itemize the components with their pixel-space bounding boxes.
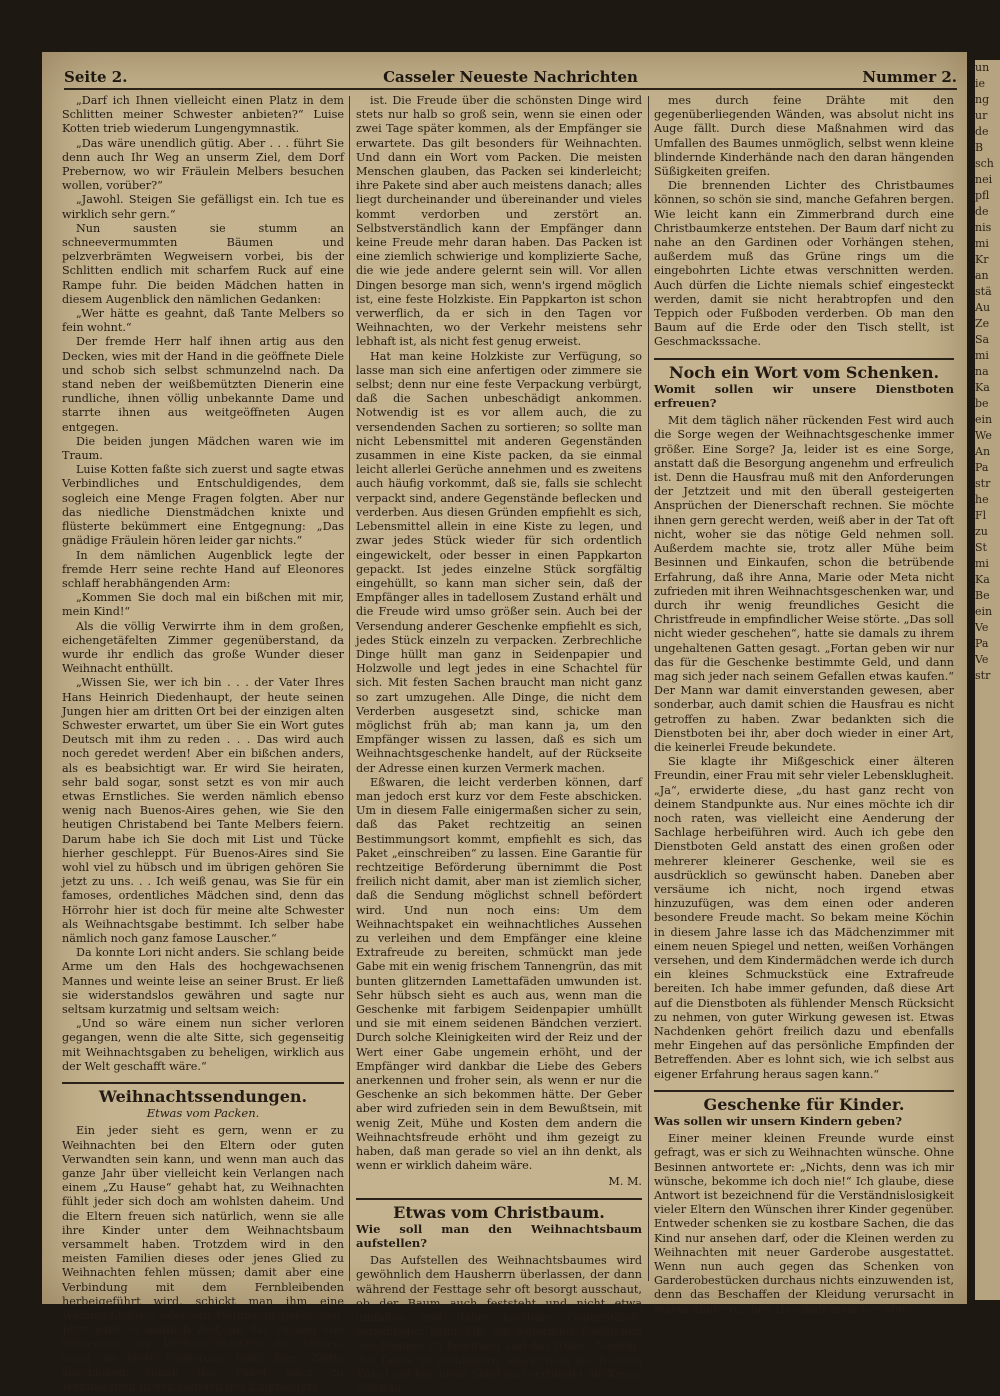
column-1 [62, 94, 344, 1394]
paragraph: „Jawohl. Steigen Sie gefälligst ein. Ich tue es wirklich sehr gern.“ [62, 193, 344, 221]
article-title: Weihnachtssendungen. [62, 1082, 344, 1104]
adjacent-page-fragment: Ka [975, 573, 990, 586]
adjacent-page-fragment: Fl [975, 509, 987, 522]
adjacent-page-fragment: ur [975, 109, 988, 122]
adjacent-page-fragment: St [975, 541, 987, 554]
article-subtitle: Was sollen wir unsern Kindern geben? [654, 1114, 902, 1129]
adjacent-page-fragment: mi [975, 557, 989, 570]
adjacent-page-fragment: pfl [975, 189, 990, 202]
adjacent-page-fragment: Ze [975, 317, 990, 330]
paragraph: mes durch feine Drähte mit den gegenüberliegenden Wänden, was absolut nicht ins Auge fällt. Durch diese Maßnahmen wird das Umfallen des Baumes unmöglich, selbst wenn kleine blindernde Kinderhände nach den daran hängenden Süßigkeiten greifen. [654, 94, 954, 179]
adjacent-page-fragment: na [975, 365, 989, 378]
adjacent-page-fragment: de [975, 205, 989, 218]
adjacent-page-fragment: ie [975, 77, 986, 90]
paragraph: Hat man keine Holzkiste zur Verfügung, so lasse man sich eine anfertigen oder zimmere sie selbst; denn nur eine feste Verpackung verbürgt, daß die Sachen unbeschädigt ankommen. Notwendig ist es vor allem auch, die zu versendenden Sachen zu sortieren; so sollte man nicht Lebensmittel mit anderen Gegenständen zusammen in eine Kiste packen, da sie einmal leicht allerlei Gerüche annehmen und es zweitens auch häufig vorkommt, daß sie, falls sie schlecht verpackt sind, andere Gegenstände beflecken und verderben. Aus diesen Gründen empfiehlt es sich, Lebensmittel allein in eine Kiste zu legen, und zwar jedes Stück wieder für sich ordentlich eingewickelt, oder besser in einen Pappkarton gepackt. Ist jedes einzelne Stück sorgfältig eingehüllt, so kann man sicher sein, daß der Empfänger alles in tadellosem Zustand erhält und die Freude wird umso größer sein. Auch bei der Versendung anderer Geschenke empfiehlt es sich, jedes Stück einzeln zu verpacken. Zerbrechliche Dinge hüllt man ganz in Seidenpapier und Holzwolle und legt jedes in eine Schachtel für sich. Mit festen Sachen braucht man nicht ganz so zart umzugehen. Alle Dinge, die nicht dem Verderben ausgesetzt sind, schicke man möglichst früh ab; man kann ja, um den Empfänger wissen zu lassen, daß es sich um Weihnachtsgeschenke handelt, auf der Rückseite der Adresse einen kurzen Vermerk machen. [356, 349, 642, 775]
article-title: Etwas vom Christbaum. [356, 1198, 642, 1220]
newspaper-title: Casseler Neueste Nachrichten [383, 68, 638, 86]
paragraph: Mit dem täglich näher rückenden Fest wird auch die Sorge wegen der Weihnachtsgeschenke immer größer. Eine Sorge? Ja, leider ist es eine Sorge, anstatt daß die Besorgung angenehm und erfreulich ist. Denn die Hausfrau muß mit den Anforderungen der Jetztzeit und mit den überall gesteigerten Ansprüchen der Dienerschaft rechnen. Sie möchte ihnen gern gerecht werden, weiß aber in der Tat oft nicht, woher sie das nötige Geld nehmen soll. Außerdem machte sie, trotz aller Mühe beim Besinnen und Einkaufen, schon die betrübende Erfahrung, daß ihre Anna, Marie oder Meta nicht zufrieden mit ihren Weihnachtsgeschenken war, und durch ihr wenig freundliches Gesicht die Christfreude in empfindlicher Weise störte. „Das soll nicht wieder geschehen“, hatte sie damals zu ihrem ungehaltenen Gatten gesagt. „Fortan geben wir nur das für die Geschenke bestimmte Geld, und dann mag sich jeder nach seinem Gefallen etwas kaufen.“ Der Mann war damit einverstanden gewesen, aber sonderbar, auch damit schien die Hausfrau es nicht getroffen zu haben. Zwar bedankten sich die Dienstboten bei ihr, aber doch wieder in einer Art, die keinerlei Freude bekundete. [654, 414, 954, 754]
paragraph: „Wissen Sie, wer ich bin . . . der Vater Ihres Hans Heinrich Diedenhaupt, der heute seinen Jungen hier am dritten Ort bei der einzigen alten Schwester erwartet, um über Sie ein Wort gutes Deutsch mit ihm zu reden . . . Das wird auch noch geredet werden! Aber ein bißchen anders, als es beabsichtigt war. Er wird Sie heiraten, sehr bald sogar, sonst setzt es von mir auch etwas Ernstliches. Sie werden nämlich ebenso wenig nach Buenos-Aires gehen, wie Sie den heutigen Christabend bei Tante Melbers feiern. Darum habe ich Sie doch mit List und Tücke hierher geschleppt. Für Buenos-Aires sind Sie wohl viel zu hübsch und im übrigen gehören Sie jetzt zu uns. . . Ich weiß genau, was Sie für ein famoses, ordentliches Mädchen sind, denn das Hörrohr hier ist doch für meine alte Schwester als Weihnachtsgabe bestimmt. Ich selber habe nämlich noch ganz famose Lauscher.“ [62, 676, 344, 945]
adjacent-page-fragment: str [975, 477, 991, 490]
adjacent-page-fragment: an [975, 269, 989, 282]
article-title: Noch ein Wort vom Schenken. [654, 358, 954, 380]
paragraph: Einer meiner kleinen Freunde wurde einst gefragt, was er sich zu Weihnachten wünsche. Ohne Besinnen antwortete er: „Nichts, denn was ich mir wünsche, bekomme ich doch nie!“ Ich glaube, diese Antwort ist bezeichnend für die Verständnislosigkeit vieler Eltern den Wünschen ihrer Kinder gegenüber. Entweder schenken sie zu kostbare Sachen, die das Kind nur ansehen darf, oder die Kleinen werden zu Weihnachten mit neuer Garderobe ausgestattet. Wenn nun auch gegen das Schenken von Garderobestücken durchaus nichts einzuwenden ist, denn das Beschaffen der Kleidung verursacht in einem kinderreichen Haushalt mancher Mut- [654, 1132, 954, 1316]
paragraph: Da konnte Lori nicht anders. Sie schlang beide Arme um den Hals des hochgewachsenen Mannes und weinte leise an seiner Brust. Er ließ sie widerstandslos gewähren und sagte nur seltsam kurzatmig und seltsam weich: [62, 946, 344, 1016]
adjacent-page-fragment: nis [975, 221, 992, 234]
column-rule [648, 96, 649, 1281]
adjacent-page-fragment: be [975, 397, 989, 410]
adjacent-page-fragment: ng [975, 93, 990, 106]
adjacent-page-fragment: Ve [975, 621, 989, 634]
adjacent-page-fragment: ein [975, 605, 993, 618]
paragraph: Nun sausten sie stumm an schneevermummten Bäumen und pelzverbrämten Wegweisern vorbei, bis der Schlitten endlich mit scharfem Ruck auf eine Rampe fuhr. Die beiden Mädchen hatten in diesem Augenblick den nämlichen Gedanken: [62, 221, 344, 306]
adjacent-page-fragment: Sa [975, 333, 990, 346]
adjacent-page-fragment: Be [975, 589, 990, 602]
adjacent-page-fragment: nei [975, 173, 993, 186]
adjacent-page-fragment: Ve [975, 653, 989, 666]
adjacent-page-fragment: stä [975, 285, 992, 298]
adjacent-page-fragment: zu [975, 525, 988, 538]
paragraph: „Und so wäre einem nun sicher verloren gegangen, wenn die alte Sitte, sich gegenseitig mit Weihnachtsgaben zu beheligen, wirklich aus der Welt geschafft wäre.“ [62, 1017, 344, 1073]
adjacent-page-fragment: Pa [975, 637, 989, 650]
paragraph: Eßwaren, die leicht verderben können, darf man jedoch erst kurz vor dem Feste abschicken. Um in diesem Falle einigermaßen sicher zu sein, daß das Paket rechtzeitig an seinen Bestimmungsort kommt, empfiehlt es sich, das Paket „einschreiben“ zu lassen. Eine Garantie für rechtzeitige Beförderung übernimmt die Post freilich nicht damit, aber man ist ziemlich sicher, daß die Sendung möglichst schnell befördert wird. Und nun noch eins: Um dem Weihnachtspaket ein weihnachtliches Aussehen zu verleihen und dem Empfänger eine kleine Extrafreude zu bereiten, schmückt man jede Gabe mit ein wenig frischem Tannengrün, das mit bunten glitzernden Lamettafäden umwunden ist. Sehr hübsch sieht es auch aus, wenn man die Geschenke mit farbigem Seidenpapier umhüllt und sie mit einem seidenen Bändchen verziert. Durch solche Kleinigkeiten wird der Reiz und der Wert einer Gabe ungemein erhöht, und der Empfänger wird dankbar die Liebe des Gebers anerkennen und froher sein, als wenn er nur die Geschenke an sich bekommen hätte. Der Geber aber wird zufrieden sein in dem Bewußtsein, mit wenig Zeit, Mühe und Kosten dem andern die Weihnachtsfreude erhöht und ihm gezeigt zu haben, daß man gerade so viel an ihn denkt, als wenn er wirklich daheim wäre. [356, 775, 642, 1173]
paragraph: Ein jeder sieht es gern, wenn er zu Weihnachten bei den Eltern oder guten Verwandten sein kann, und wenn man auch das ganze Jahr über vielleicht kein Verlangen nach einem „Zu Hause“ gehabt hat, zu Weihnachten fühlt jeder sich doch am wohlsten daheim. Und die Eltern freuen sich natürlich, wenn sie alle ihre Kinder unter dem Weihnachtsbaum versammelt haben. Trotzdem wird in den meisten Familien dieses oder jenes Glied zu Weihnachten fehlen müssen; damit aber eine Verbindung mit dem Fernbleibenden herbeigeführt wird, schickt man ihm eine Weihnachtskiste oder ein Weihnachtspaketchen. Jetzt wird es mählich Zeit, an das Packen und Versenden der Weihnachtskisten zu denken, denn die erste Forderung heißt hier: Zeitig abschicken, damit das Paket auch zu Weihnachten in den Händen des Empfängers [62, 1124, 344, 1394]
paragraph: Das Aufstellen des Weihnachtsbaumes wird gewöhnlich dem Hausherrn überlassen, der dann während der Festtage sehr oft besorgt ausschaut, ob der Baum auch feststeht und nicht etwa umfallen und dabei kostbare Gegenstände zerschlagen kann. Um ein dauerndes Feststehen des Baumes zu bewirken und das frühe „Nadeln“ der Tanne zu verhindern, steckt man sie in einen Kübel mit feuchtem Sand und verbindet die Krone des Bau- [356, 1254, 642, 1396]
column-3 [654, 94, 955, 1316]
adjacent-page-fragment: sch [975, 157, 994, 170]
adjacent-page-fragment: Au [975, 301, 991, 314]
adjacent-page-fragment: We [975, 429, 992, 442]
paragraph: Als die völlig Verwirrte ihm in dem großen, eichengetäfelten Zimmer gegenüberstand, da wurde ihr endlich das große Wunder dieser Weihnacht enthüllt. [62, 619, 344, 676]
author-signature: M. M. [608, 1175, 642, 1189]
paragraph: Luise Kotten faßte sich zuerst und sagte etwas Verbindliches und Entschuldigendes, dem sogleich eine Menge Fragen folgten. Aber nur das niedliche Dienstmädchen knixte und flüsterte bekümmert eine Entgegnung: „Das gnädige Fräulein hören leider gar nichts.“ [62, 463, 344, 548]
adjacent-page-edge [975, 60, 1000, 1300]
paragraph: „Wer hätte es geahnt, daß Tante Melbers so fein wohnt.“ [62, 307, 344, 335]
adjacent-page-fragment: Ka [975, 381, 990, 394]
column-rule [349, 96, 350, 1281]
issue-number: Nummer 2. [862, 68, 957, 86]
page-number-left: Seite 2. [64, 68, 128, 86]
adjacent-page-fragment: mi [975, 237, 989, 250]
paragraph: Die brennenden Lichter des Christbaumes können, so schön sie sind, manche Gefahren bergen. Wie leicht kann ein Zimmerbrand durch eine Christbaumkerze entstehen. Der Baum darf nicht zu nahe an den Gardinen oder Vorhängen stehen, außerdem muß das Grüne rings um die eingebohrten Lichte etwas verschnitten werden. Auch dürfen die Lichte niemals schief eingesteckt werden, damit sie nicht herabtropfen und den Teppich oder Fußboden verderben. Ob man den Baum auf die Erde oder den Tisch stellt, ist Geschmackssache. [654, 179, 955, 349]
paragraph: Die beiden jungen Mädchen waren wie im Traum. [62, 434, 344, 463]
adjacent-page-fragment: Pa [975, 461, 989, 474]
paragraph: ist. Die Freude über die schönsten Dinge wird stets nur halb so groß sein, wenn sie einen oder zwei Tage später kommen, als der Empfänger sie erwartete. Das gilt besonders für Weihnachten. Und dann ein Wort vom Packen. Die meisten Menschen glauben, das Packen sei kinderleicht; ihre Pakete sind aber auch meistens danach; alles liegt durcheinander und übereinander und vieles kommt verdorben und zerstört an. Selbstverständlich kann der Empfänger dann keine Freude mehr daran haben. Das Packen ist eine ziemlich schwierige und komplizierte Sache, die wie jede andere gelernt sein will. Vor allen Dingen besorge man sich, wenn's irgend möglich ist, eine feste Holzkiste. Ein Pappkarton ist schon verwerflich, da er sich in den Tagen vor Weihnachten, wo der Verkehr meistens sehr lebhaft ist, als nicht fest genug erweist. [356, 94, 642, 349]
article-title: Geschenke für Kinder. [654, 1090, 954, 1112]
paragraph: In dem nämlichen Augenblick legte der fremde Herr seine rechte Hand auf Eleonores schlaff herabhängenden Arm: [62, 548, 344, 590]
page-header [64, 66, 957, 90]
article-subtitle: Etwas vom Packen. [146, 1106, 260, 1121]
paragraph: Der fremde Herr half ihnen artig aus den Decken, wies mit der Hand in die geöffnete Diele und schob sich selbst schmunzelnd nach. Da stand neben der weißbemützten Dienerin eine rundliche, ihnen völlig unbekannte Dame und starrte ihnen aus weitgeöffneten Augen entgegen. [62, 335, 344, 434]
adjacent-page-fragment: B [975, 141, 984, 154]
newspaper-page [42, 52, 967, 1396]
paragraph: Sie klagte ihr Mißgeschick einer älteren Freundin, einer Frau mit sehr vieler Lebensklugheit. „Ja“, erwiderte diese, „du hast ganz recht von deinem Standpunkte aus. Nur eines möchte ich dir noch raten, was vielleicht eine Aenderung der Sachlage herbeiführen wird. Auch ich gebe den Dienstboten Geld anstatt des einen großen oder mehrerer kleinerer Geschenke, weil sie es ausdrücklich so gewünscht haben. Daneben aber versäume ich nicht, noch irgend etwas hinzuzufügen, was dem einen oder anderen besondere Freude macht. So bekam meine Köchin in diesem Jahre lasse ich das Mädchenzimmer mit einem neuen Spiegel und netten, weißen Vorhängen versehen, und dem Kindermädchen werde ich durch ein kleines Schmuckstück eine Extrafreude bereiten. Ich habe immer gefunden, daß diese Art auf die Dienstboten als fühlender Mensch Rücksicht zu nehmen, von guter Wirkung gewesen ist. Etwas Nachdenken gehört freilich dazu und ebenfalls mehr Eingehen auf das persönliche Empfinden der Betreffenden. Aber es lohnt sich, wie ich selbst aus eigener Erfahrung heraus sagen kann.“ [654, 755, 954, 1081]
adjacent-page-fragment: ein [975, 413, 993, 426]
adjacent-page-fragment: he [975, 493, 989, 506]
adjacent-page-fragment: mi [975, 349, 989, 362]
adjacent-page-fragment: Kr [975, 253, 989, 266]
paragraph: „Kommen Sie doch mal ein bißchen mit mir, mein Kind!“ [62, 591, 344, 619]
paragraph: „Das wäre unendlich gütig. Aber . . . führt Sie denn auch Ihr Weg an unserm Ziel, dem Dorf Prebernow, wo wir Fräulein Melbers besuchen wollen, vorüber?“ [62, 136, 344, 193]
adjacent-page-fragment: An [975, 445, 991, 458]
column-2 [356, 94, 642, 1396]
adjacent-page-fragment: de [975, 125, 989, 138]
adjacent-page-fragment: str [975, 669, 991, 682]
article-subtitle: Wie soll man den Weihnachtsbaum aufstellen? [356, 1221, 642, 1251]
article-subtitle: Womit sollen wir unsere Dienstboten erfreuen? [654, 381, 954, 411]
adjacent-page-fragment: un [975, 61, 990, 74]
paragraph: „Darf ich Ihnen vielleicht einen Platz in dem Schlitten meiner Schwester anbieten?“ Luise Kotten trieb wiederum Lungengymnastik. [62, 94, 344, 136]
